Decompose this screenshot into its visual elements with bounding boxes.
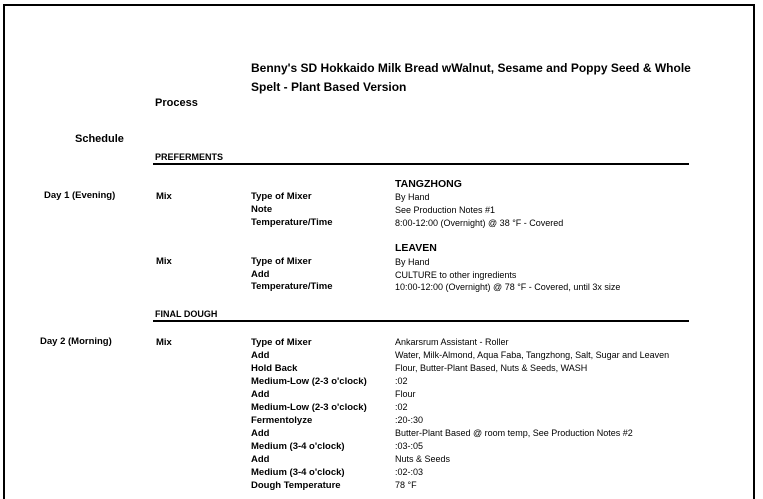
step-value: :03-:05 — [395, 441, 424, 451]
step-value: Ankarsrum Assistant - Roller — [395, 337, 509, 347]
step-label: Medium-Low (2-3 o'clock) — [251, 376, 367, 387]
step-label: Add — [251, 389, 270, 400]
step-value: :20-:30 — [395, 415, 424, 425]
step-label: Type of Mixer — [251, 191, 312, 202]
step-label: Medium (3-4 o'clock) — [251, 441, 345, 452]
step-value: By Hand — [395, 257, 430, 267]
step-label: Note — [251, 204, 273, 215]
step-value: Butter-Plant Based @ room temp, See Production Notes #2 — [395, 428, 633, 438]
day-1-label: Day 1 (Evening) — [44, 190, 116, 201]
step-label: Medium-Low (2-3 o'clock) — [251, 402, 367, 413]
leaven-mix-label: Mix — [156, 256, 172, 267]
final-dough-heading: FINAL DOUGH — [155, 309, 218, 319]
step-label: Add — [251, 454, 270, 465]
step-value: :02 — [395, 402, 408, 412]
tangzhong-heading: TANGZHONG — [395, 178, 462, 190]
step-value: See Production Notes #1 — [395, 205, 496, 215]
step-label: Dough Temperature — [251, 480, 341, 491]
step-label: Temperature/Time — [251, 281, 333, 292]
recipe-title-line-1: Benny's SD Hokkaido Milk Bread wWalnut, Sesame and Poppy Seed & Whole — [251, 61, 691, 75]
step-value: Water, Milk-Almond, Aqua Faba, Tangzhong, Salt, Sugar and Leaven — [395, 350, 670, 360]
tangzhong-mix-label: Mix — [156, 191, 172, 202]
step-value: 8:00-12:00 (Overnight) @ 38 °F - Covered — [395, 218, 564, 228]
step-value: Flour — [395, 389, 416, 399]
step-value: CULTURE to other ingredients — [395, 270, 517, 280]
step-label: Type of Mixer — [251, 337, 312, 348]
step-value: Nuts & Seeds — [395, 454, 451, 464]
leaven-heading: LEAVEN — [395, 242, 437, 254]
step-value: By Hand — [395, 192, 430, 202]
step-label: Fermentolyze — [251, 415, 313, 426]
recipe-title — [251, 59, 691, 97]
step-value: 10:00-12:00 (Overnight) @ 78 °F - Covered, until 3x size — [395, 282, 621, 292]
step-label: Type of Mixer — [251, 256, 312, 267]
step-label: Medium (3-4 o'clock) — [251, 467, 345, 478]
recipe-title-line-2: Spelt - Plant Based Version — [251, 80, 407, 94]
step-value: 78 °F — [395, 480, 417, 490]
step-label: Add — [251, 350, 270, 361]
step-value: :02 — [395, 376, 408, 386]
step-label: Add — [251, 269, 270, 280]
final-dough-mix-label: Mix — [156, 337, 172, 348]
step-label: Temperature/Time — [251, 217, 333, 228]
step-label: Add — [251, 428, 270, 439]
step-value: Flour, Butter-Plant Based, Nuts & Seeds, WASH — [395, 363, 588, 373]
process-label: Process — [155, 97, 198, 109]
step-label: Hold Back — [251, 363, 298, 374]
final-dough-rule — [153, 320, 689, 322]
step-value: :02-:03 — [395, 467, 424, 477]
day-2-label: Day 2 (Morning) — [40, 336, 112, 347]
schedule-label: Schedule — [75, 133, 124, 145]
preferments-rule — [153, 163, 689, 165]
preferments-heading: PREFERMENTS — [155, 152, 224, 162]
